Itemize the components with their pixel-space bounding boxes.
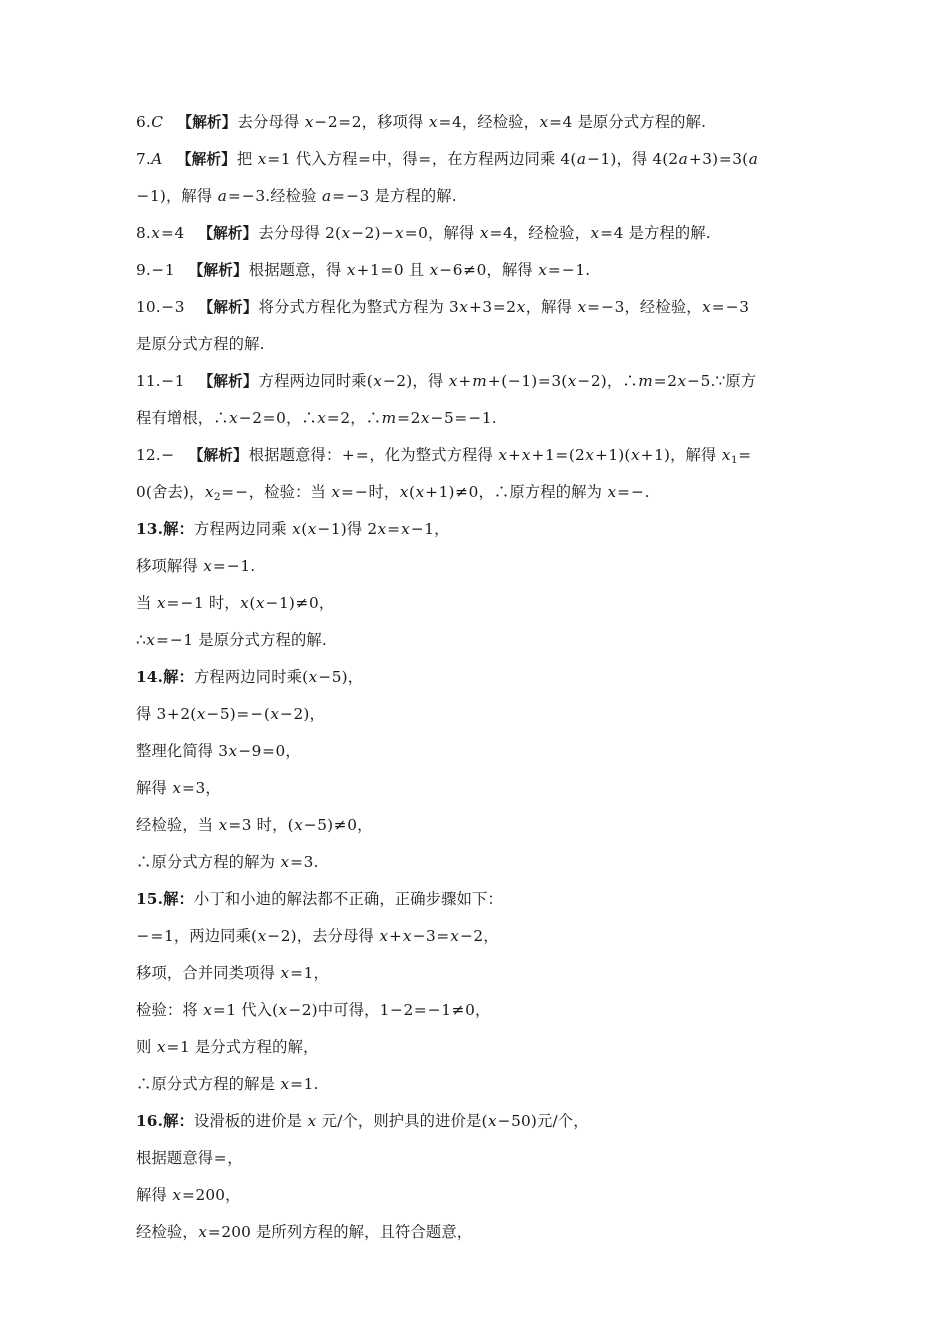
- answer-block-6: [136, 104, 828, 141]
- answer-continuation-line: 检验：将 x=1 代入(x−2)中可得，1−2=−1≠0，: [136, 1001, 491, 1019]
- answer-continuation-line: 移项解得 x=−1.: [136, 557, 256, 575]
- answer-number: 8.x=4: [136, 224, 185, 242]
- answer-number: 16.解：: [136, 1112, 194, 1130]
- answer-number: 12.−: [136, 446, 175, 464]
- answer-first-line: 13.解：方程两边同乘 x(x−1)得 2x=x−1，: [136, 520, 450, 538]
- answer-block-7: [136, 141, 828, 215]
- answer-continuation-line: 0(舍去)，$x_2=-$，检验：当 x=−时，x(x+1)≠0，∴原方程的解为 x=−.: [136, 483, 650, 503]
- answer-continuation-line: 经检验，当 x=3 时，(x−5)≠0，: [136, 816, 373, 834]
- answer-continuation-line: 根据题意得=，: [136, 1149, 243, 1167]
- answer-block-14: [136, 659, 828, 881]
- answer-first-line: 16.解：设滑板的进价是 x 元/个，则护具的进价是(x−50)元/个，: [136, 1112, 589, 1130]
- answer-number: 9.−1: [136, 261, 175, 279]
- answer-first-line: 8.x=4 【解析】去分母得 2(x−2)−x=0，解得 x=4，经检验，x=4 是方程的解.: [136, 224, 711, 242]
- answer-first-line: 6.C 【解析】去分母得 x−2=2，移项得 x=4，经检验，x=4 是原分式方程的解.: [136, 113, 707, 131]
- answer-block-9: [136, 252, 828, 289]
- answer-number: 15.解：: [136, 890, 194, 908]
- answer-first-line: 12.− 【解析】根据题意得：+=，化为整式方程得 x+x+1=(2x+1)(x+1)，解得 $x_1=$: [136, 446, 752, 466]
- answer-number: 7.A: [136, 150, 163, 168]
- answer-list: [136, 104, 828, 1251]
- answer-number: 11.−1: [136, 372, 185, 390]
- analysis-tag: 【解析】: [177, 114, 237, 131]
- answer-block-8: [136, 215, 828, 252]
- answer-block-16: [136, 1103, 828, 1251]
- answer-first-line: 15.解：小丁和小迪的解法都不正确，正确步骤如下：: [136, 890, 503, 908]
- answer-continuation-line: 移项，合并同类项得 x=1，: [136, 964, 329, 982]
- answer-block-15: [136, 881, 828, 1103]
- answer-first-line: 14.解：方程两边同时乘(x−5)，: [136, 668, 364, 686]
- answer-first-line: 7.A 【解析】把 x=1 代入方程=中，得=，在方程两边同乘 4(a−1)，得 4(2a+3)=3(a: [136, 150, 758, 168]
- answer-continuation-line: ∴原分式方程的解为 x=3.: [136, 853, 319, 871]
- answer-number: 10.−3: [136, 298, 185, 316]
- analysis-tag: 【解析】: [188, 262, 248, 279]
- answer-continuation-line: 整理化简得 3x−9=0，: [136, 742, 301, 760]
- answer-first-line: 9.−1 【解析】根据题意，得 x+1=0 且 x−6≠0，解得 x=−1.: [136, 261, 591, 279]
- answer-number: 14.解：: [136, 668, 194, 686]
- analysis-tag: 【解析】: [198, 225, 258, 242]
- answer-continuation-line: ∴x=−1 是原分式方程的解.: [136, 631, 327, 649]
- analysis-tag: 【解析】: [198, 299, 258, 316]
- analysis-tag: 【解析】: [176, 151, 236, 168]
- answer-continuation-line: ∴原分式方程的解是 x=1.: [136, 1075, 319, 1093]
- answer-block-12: [136, 437, 828, 511]
- answer-number: 13.解：: [136, 520, 194, 538]
- answer-first-line: 11.−1 【解析】方程两边同时乘(x−2)，得 x+m+(−1)=3(x−2)，∴m=2x−5.∵原方: [136, 372, 757, 390]
- answer-number: 6.C: [136, 113, 164, 131]
- answer-continuation-line: 经检验，x=200 是所列方程的解，且符合题意，: [136, 1223, 473, 1241]
- answer-continuation-line: 解得 x=200，: [136, 1186, 241, 1204]
- answer-continuation-line: −=1，两边同乘(x−2)，去分母得 x+x−3=x−2，: [136, 927, 499, 945]
- analysis-tag: 【解析】: [198, 373, 258, 390]
- answer-first-line: 10.−3 【解析】将分式方程化为整式方程为 3x+3=2x，解得 x=−3，经检验，x=−3: [136, 298, 750, 316]
- answer-continuation-line: 程有增根，∴x−2=0，∴x=2，∴m=2x−5=−1.: [136, 409, 497, 427]
- answer-block-11: [136, 363, 828, 437]
- answer-continuation-line: 则 x=1 是分式方程的解，: [136, 1038, 319, 1056]
- answer-continuation-line: 是原分式方程的解.: [136, 335, 265, 353]
- answer-continuation-line: −1)，解得 a=−3.经检验 a=−3 是方程的解.: [136, 187, 457, 205]
- answer-block-13: [136, 511, 828, 659]
- answer-continuation-line: 得 3+2(x−5)=−(x−2)，: [136, 705, 325, 723]
- answer-continuation-line: 当 x=−1 时，x(x−1)≠0，: [136, 594, 335, 612]
- answer-continuation-line: 解得 x=3，: [136, 779, 221, 797]
- answer-block-10: [136, 289, 828, 363]
- analysis-tag: 【解析】: [188, 447, 248, 464]
